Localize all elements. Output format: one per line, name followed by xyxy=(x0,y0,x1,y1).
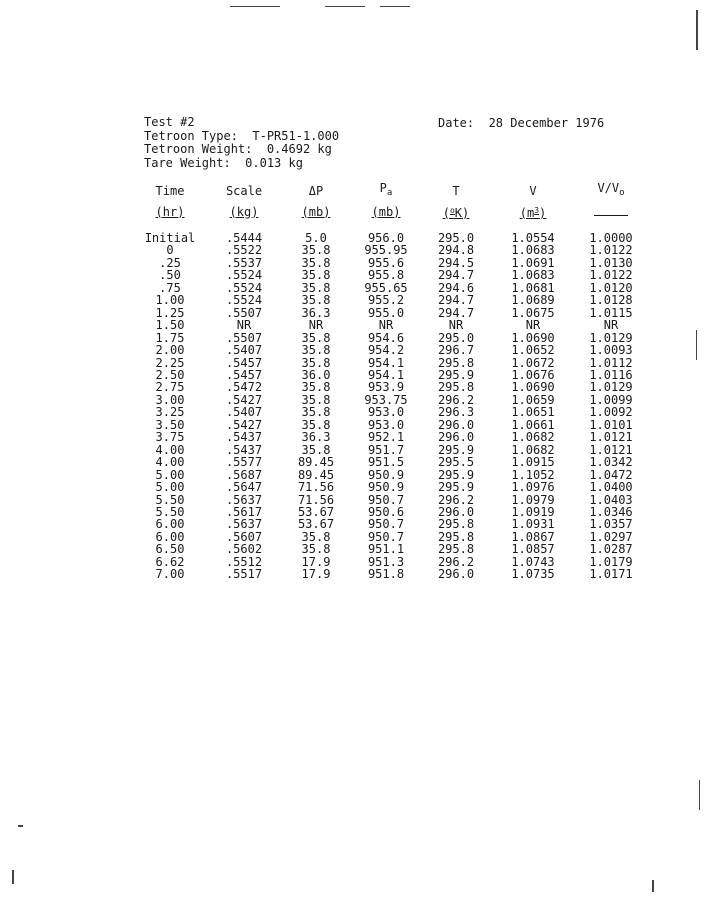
cell-time: 7.00 xyxy=(155,567,185,582)
scan-mark-top xyxy=(380,6,410,7)
unit-t-close: K) xyxy=(454,206,470,220)
cell-volume-ratio: 1.0346 xyxy=(589,504,633,519)
cell-scale: .5457 xyxy=(225,367,263,382)
cell-delta-p: 35.8 xyxy=(301,343,331,358)
cell-volume-ratio: 1.0099 xyxy=(589,392,633,407)
cell-temperature: NR xyxy=(448,318,464,333)
unit-pa-text: (mb) xyxy=(371,204,401,219)
cell-temperature: 295.9 xyxy=(437,480,475,495)
cell-scale: .5512 xyxy=(225,554,263,569)
cell-scale: .5687 xyxy=(225,467,263,482)
column-headers xyxy=(134,180,646,202)
cell-temperature: 294.5 xyxy=(437,255,475,270)
table-row xyxy=(134,568,646,580)
cell-temperature: 294.7 xyxy=(437,268,475,283)
cell-scale: .5637 xyxy=(225,517,263,532)
cell-scale: .5647 xyxy=(225,480,263,495)
cell-delta-p: 89.45 xyxy=(297,455,335,470)
cell-volume-ratio: 1.0342 xyxy=(589,455,633,470)
cell-scale: .5507 xyxy=(225,305,263,320)
cell-delta-p: 71.56 xyxy=(297,492,335,507)
cell-delta-p: NR xyxy=(308,318,324,333)
cell-time: .75 xyxy=(159,280,181,295)
cell-temperature: 294.7 xyxy=(437,305,475,320)
cell-volume-ratio: 1.0403 xyxy=(589,492,633,507)
cell-temperature: 296.3 xyxy=(437,405,475,420)
cell-pa: 955.2 xyxy=(367,293,405,308)
cell-volume: 1.0919 xyxy=(511,504,555,519)
cell-volume: 1.0690 xyxy=(511,330,555,345)
unit-volume xyxy=(490,202,576,232)
cell-pa: 955.6 xyxy=(367,255,405,270)
cell-time: .50 xyxy=(159,268,181,283)
cell-delta-p: 35.8 xyxy=(301,442,331,457)
cell-pa: 954.1 xyxy=(367,355,405,370)
cell-volume-ratio: 1.0092 xyxy=(589,405,633,420)
cell-pa: 953.0 xyxy=(367,405,405,420)
cell-pa: 953.0 xyxy=(367,417,405,432)
cell-time: 3.25 xyxy=(155,405,185,420)
cell-pa: 951.3 xyxy=(367,554,405,569)
cell-temperature: 296.0 xyxy=(437,567,475,582)
cell-volume-ratio: 1.0112 xyxy=(589,355,633,370)
cell-time: 1.00 xyxy=(155,293,185,308)
cell-volume: 1.0915 xyxy=(511,455,555,470)
cell-temperature: 295.9 xyxy=(437,442,475,457)
cell-volume-ratio: NR xyxy=(603,318,619,333)
cell-pa: 951.5 xyxy=(367,455,405,470)
cell-volume: 1.0675 xyxy=(511,305,555,320)
cell-temperature: 294.6 xyxy=(437,280,475,295)
cell-volume-ratio: 1.0121 xyxy=(589,442,633,457)
cell-delta-p: 35.8 xyxy=(301,392,331,407)
header-temperature: T xyxy=(452,183,460,198)
cell-temperature: 296.2 xyxy=(437,392,475,407)
cell-volume-ratio: 1.0122 xyxy=(589,268,633,283)
cell-volume: 1.0652 xyxy=(511,343,555,358)
cell-time: 1.25 xyxy=(155,305,185,320)
table-row xyxy=(134,481,646,493)
cell-volume: 1.0683 xyxy=(511,243,555,258)
cell-delta-p: 35.8 xyxy=(301,417,331,432)
unit-t-degree: o xyxy=(449,206,455,215)
cell-delta-p: 35.8 xyxy=(301,243,331,258)
cell-time: 3.00 xyxy=(155,392,185,407)
scan-mark-right xyxy=(696,10,698,50)
table-row xyxy=(134,319,646,331)
cell-delta-p: 35.8 xyxy=(301,405,331,420)
cell-volume: 1.0672 xyxy=(511,355,555,370)
cell-time: .25 xyxy=(159,255,181,270)
cell-scale: .5457 xyxy=(225,355,263,370)
cell-volume-ratio: 1.0400 xyxy=(589,480,633,495)
cell-volume: 1.0682 xyxy=(511,430,555,445)
unit-volume-text xyxy=(520,206,547,220)
cell-volume-ratio: 1.0129 xyxy=(589,330,633,345)
cell-time: 2.50 xyxy=(155,367,185,382)
unit-delta-p-text: (mb) xyxy=(301,204,331,219)
cell-pa: 951.8 xyxy=(367,567,405,582)
cell-temperature: 295.9 xyxy=(437,367,475,382)
test-header xyxy=(144,116,339,170)
table-row xyxy=(134,431,646,443)
scan-mark-top xyxy=(230,6,280,7)
cell-pa: 950.9 xyxy=(367,480,405,495)
cell-scale: .5407 xyxy=(225,405,263,420)
cell-temperature: 296.2 xyxy=(437,554,475,569)
cell-scale: .5637 xyxy=(225,492,263,507)
cell-scale: .5577 xyxy=(225,455,263,470)
scan-mark-bottom xyxy=(652,880,654,892)
cell-scale: .5617 xyxy=(225,504,263,519)
unit-scale-text: (kg) xyxy=(229,204,259,219)
header-scale: Scale xyxy=(225,183,263,198)
cell-delta-p: 36.3 xyxy=(301,305,331,320)
cell-volume-ratio: 1.0101 xyxy=(589,417,633,432)
cell-time: 3.50 xyxy=(155,417,185,432)
cell-time: 1.50 xyxy=(155,318,185,333)
cell-time: 2.25 xyxy=(155,355,185,370)
scan-mark-left xyxy=(12,870,14,884)
cell-pa: 951.1 xyxy=(367,542,405,557)
cell-volume-ratio: 1.0093 xyxy=(589,343,633,358)
header-volume: V xyxy=(529,183,537,198)
cell-volume-ratio: 1.0122 xyxy=(589,243,633,258)
cell-scale: .5522 xyxy=(225,243,263,258)
header-pa-symbol: P xyxy=(379,181,387,195)
unit-volume-ratio xyxy=(576,202,646,232)
cell-time: 1.75 xyxy=(155,330,185,345)
tetroon-type: Tetroon Type: T-PR51-1.000 xyxy=(144,128,340,143)
unit-headers xyxy=(134,202,646,232)
unit-v-exponent: 3 xyxy=(534,206,540,215)
header-pa-subscript: a xyxy=(386,188,393,198)
cell-volume: 1.0659 xyxy=(511,392,555,407)
cell-volume: 1.0979 xyxy=(511,492,555,507)
scan-mark-right xyxy=(699,780,700,810)
cell-temperature: 296.2 xyxy=(437,492,475,507)
cell-delta-p: 35.8 xyxy=(301,268,331,283)
cell-temperature: 296.0 xyxy=(437,430,475,445)
cell-time: 4.00 xyxy=(155,442,185,457)
scan-mark-top xyxy=(325,6,365,7)
cell-volume-ratio: 1.0171 xyxy=(589,567,633,582)
cell-volume: 1.0682 xyxy=(511,442,555,457)
header-delta-p: ΔP xyxy=(308,183,324,198)
cell-scale: .5524 xyxy=(225,268,263,283)
cell-delta-p: 35.8 xyxy=(301,280,331,295)
cell-pa: 955.95 xyxy=(364,243,408,258)
cell-temperature: 295.8 xyxy=(437,517,475,532)
cell-volume-ratio: 1.0116 xyxy=(589,367,633,382)
cell-temperature: 294.8 xyxy=(437,243,475,258)
cell-volume: 1.0661 xyxy=(511,417,555,432)
cell-pa: 953.75 xyxy=(364,392,408,407)
cell-time: 5.50 xyxy=(155,492,185,507)
cell-delta-p: 35.8 xyxy=(301,355,331,370)
cell-volume: 1.0681 xyxy=(511,280,555,295)
cell-volume: 1.0690 xyxy=(511,380,555,395)
cell-delta-p: 71.56 xyxy=(297,480,335,495)
cell-scale: .5524 xyxy=(225,293,263,308)
cell-pa: 956.0 xyxy=(367,231,405,245)
cell-scale: .5444 xyxy=(225,231,263,245)
scan-mark-left xyxy=(18,825,23,827)
unit-temperature xyxy=(422,202,490,232)
cell-temperature: 295.8 xyxy=(437,380,475,395)
cell-scale: .5524 xyxy=(225,280,263,295)
cell-pa: 950.7 xyxy=(367,517,405,532)
cell-scale: .5607 xyxy=(225,529,263,544)
cell-pa: 953.9 xyxy=(367,380,405,395)
cell-pa: 954.6 xyxy=(367,330,405,345)
cell-volume: 1.0651 xyxy=(511,405,555,420)
cell-pa: 954.2 xyxy=(367,343,405,358)
cell-temperature: 295.8 xyxy=(437,542,475,557)
cell-volume-ratio: 1.0000 xyxy=(589,231,633,245)
table-row xyxy=(134,543,646,555)
cell-time: 0 xyxy=(166,243,174,258)
cell-volume-ratio: 1.0287 xyxy=(589,542,633,557)
cell-pa: 955.8 xyxy=(367,268,405,283)
cell-volume: 1.0857 xyxy=(511,542,555,557)
scan-mark-right xyxy=(696,330,697,360)
cell-time: 3.75 xyxy=(155,430,185,445)
cell-volume-ratio: 1.0179 xyxy=(589,554,633,569)
tare-weight: Tare Weight: 0.013 kg xyxy=(144,155,303,170)
header-volume-ratio xyxy=(576,180,646,202)
cell-volume-ratio: 1.0129 xyxy=(589,380,633,395)
table-row xyxy=(134,294,646,306)
cell-time: 4.00 xyxy=(155,455,185,470)
header-pa xyxy=(350,180,422,202)
header-vv-symbol: V/V xyxy=(597,181,620,195)
test-number: Test #2 xyxy=(144,115,195,129)
cell-scale: .5507 xyxy=(225,330,263,345)
cell-volume-ratio: 1.0120 xyxy=(589,280,633,295)
unit-v-close: ) xyxy=(539,206,547,220)
cell-pa: 955.0 xyxy=(367,305,405,320)
unit-v-open: (m xyxy=(519,206,535,220)
cell-pa: 954.1 xyxy=(367,367,405,382)
cell-delta-p: 35.8 xyxy=(301,293,331,308)
cell-time: 6.00 xyxy=(155,517,185,532)
table-row xyxy=(134,344,646,356)
cell-volume: 1.0683 xyxy=(511,268,555,283)
cell-temperature: 295.9 xyxy=(437,467,475,482)
unit-time-text: (hr) xyxy=(155,204,185,219)
cell-temperature: 295.8 xyxy=(437,529,475,544)
cell-temperature: 295.0 xyxy=(437,330,475,345)
cell-delta-p: 35.8 xyxy=(301,529,331,544)
cell-scale: .5537 xyxy=(225,255,263,270)
cell-time: 5.50 xyxy=(155,504,185,519)
cell-pa: 952.1 xyxy=(367,430,405,445)
cell-pa: 955.65 xyxy=(364,280,408,295)
cell-volume: 1.0867 xyxy=(511,529,555,544)
cell-delta-p: 17.9 xyxy=(301,554,331,569)
cell-volume: 1.0554 xyxy=(511,231,555,245)
cell-time: 5.00 xyxy=(155,480,185,495)
header-time: Time xyxy=(155,183,185,198)
cell-scale: .5517 xyxy=(225,567,263,582)
cell-time: 2.00 xyxy=(155,343,185,358)
cell-temperature: 296.0 xyxy=(437,417,475,432)
cell-temperature: 296.7 xyxy=(437,343,475,358)
cell-time: 6.62 xyxy=(155,554,185,569)
cell-volume: 1.0976 xyxy=(511,480,555,495)
measurement-table xyxy=(134,180,646,581)
header-vv-subscript: o xyxy=(619,188,625,198)
cell-pa: 950.7 xyxy=(367,492,405,507)
cell-volume-ratio: 1.0297 xyxy=(589,529,633,544)
cell-volume-ratio: 1.0115 xyxy=(589,305,633,320)
cell-time: 6.00 xyxy=(155,529,185,544)
cell-volume: 1.0689 xyxy=(511,293,555,308)
cell-pa: 950.9 xyxy=(367,467,405,482)
cell-delta-p: 53.67 xyxy=(297,504,335,519)
cell-scale: .5472 xyxy=(225,380,263,395)
cell-time: 2.75 xyxy=(155,380,185,395)
cell-volume-ratio: 1.0357 xyxy=(589,517,633,532)
cell-volume: 1.1052 xyxy=(511,467,555,482)
cell-volume-ratio: 1.0130 xyxy=(589,255,633,270)
cell-temperature: 295.8 xyxy=(437,355,475,370)
cell-scale: .5427 xyxy=(225,392,263,407)
cell-volume: NR xyxy=(525,318,541,333)
cell-time: 5.00 xyxy=(155,467,185,482)
table-body xyxy=(134,232,646,581)
cell-volume: 1.0931 xyxy=(511,517,555,532)
cell-scale: .5437 xyxy=(225,430,263,445)
unit-time xyxy=(134,202,206,232)
unit-scale xyxy=(206,202,282,232)
cell-temperature: 295.5 xyxy=(437,455,475,470)
cell-delta-p: 35.8 xyxy=(301,255,331,270)
cell-volume: 1.0743 xyxy=(511,554,555,569)
cell-pa: NR xyxy=(378,318,394,333)
cell-delta-p: 53.67 xyxy=(297,517,335,532)
cell-pa: 951.7 xyxy=(367,442,405,457)
table-row xyxy=(134,518,646,530)
cell-pa: 950.7 xyxy=(367,529,405,544)
underline-rule xyxy=(594,206,628,216)
unit-pa xyxy=(350,202,422,232)
cell-delta-p: 36.0 xyxy=(301,367,331,382)
cell-temperature: 296.0 xyxy=(437,504,475,519)
cell-delta-p: 89.45 xyxy=(297,467,335,482)
cell-temperature: 294.7 xyxy=(437,293,475,308)
cell-pa: 950.6 xyxy=(367,504,405,519)
test-date: Date: 28 December 1976 xyxy=(438,116,605,130)
table-row xyxy=(134,456,646,468)
cell-delta-p: 35.8 xyxy=(301,542,331,557)
cell-volume-ratio: 1.0472 xyxy=(589,467,633,482)
cell-scale: .5602 xyxy=(225,542,263,557)
cell-volume-ratio: 1.0121 xyxy=(589,430,633,445)
tetroon-weight: Tetroon Weight: 0.4692 kg xyxy=(144,142,332,156)
cell-scale: .5437 xyxy=(225,442,263,457)
cell-delta-p: 35.8 xyxy=(301,330,331,345)
cell-temperature: 295.0 xyxy=(437,231,475,245)
cell-delta-p: 35.8 xyxy=(301,380,331,395)
unit-t-open: ( xyxy=(442,206,450,220)
cell-volume: 1.0676 xyxy=(511,367,555,382)
cell-scale: NR xyxy=(236,318,252,333)
cell-time: Initial xyxy=(144,231,196,245)
table-row xyxy=(134,269,646,281)
cell-scale: .5407 xyxy=(225,343,263,358)
cell-delta-p: 17.9 xyxy=(301,567,331,582)
cell-time: 6.50 xyxy=(155,542,185,557)
unit-delta-p xyxy=(282,202,350,232)
cell-delta-p: 36.3 xyxy=(301,430,331,445)
unit-temperature-text xyxy=(443,206,470,220)
cell-volume: 1.0735 xyxy=(511,567,555,582)
cell-scale: .5427 xyxy=(225,417,263,432)
cell-delta-p: 5.0 xyxy=(305,231,327,245)
cell-volume-ratio: 1.0128 xyxy=(589,293,633,308)
cell-volume: 1.0691 xyxy=(511,255,555,270)
table-row xyxy=(134,406,646,418)
